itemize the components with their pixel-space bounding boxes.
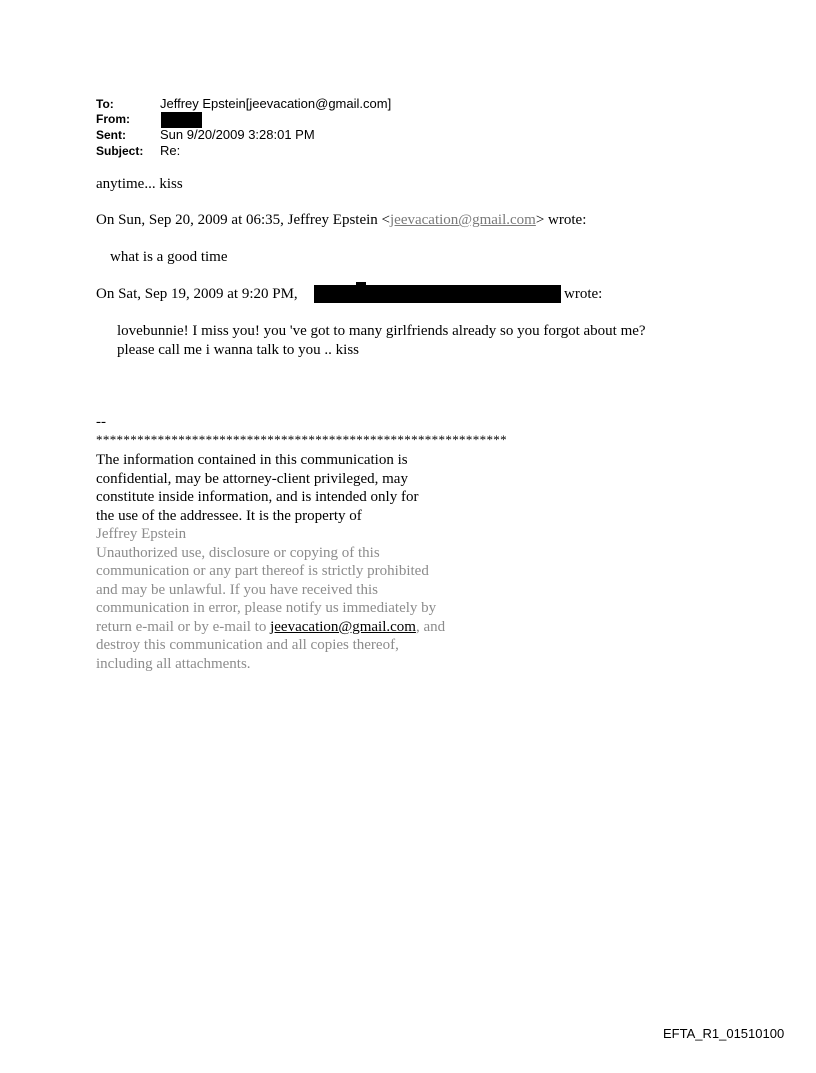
- from-label: From:: [96, 112, 130, 126]
- return-suffix: , and: [415, 618, 446, 635]
- disclaimer-line: constitute inside information, and is intended only for: [96, 489, 419, 505]
- disclaimer-gray-text: [96, 525, 445, 673]
- sender-redaction-mark: [356, 282, 366, 285]
- quote2-line-1: lovebunnie! I miss you! you 've got to many girlfriends already so you forgot about me?: [117, 323, 646, 339]
- disclaimer-line: including all attachments.: [96, 655, 251, 672]
- disclaimer-line: communication or any part thereof is strictly prohibited: [96, 563, 429, 579]
- from-redaction: [161, 112, 202, 128]
- quote1-email-link[interactable]: jeevacation@gmail.com: [390, 212, 536, 228]
- sent-value: Sun 9/20/2009 3:28:01 PM: [160, 127, 315, 142]
- disclaimer-line: destroy this communication and all copies thereof,: [96, 637, 399, 653]
- disclaimer-line: [96, 618, 445, 637]
- disclaimer-line: the use of the addressee. It is the property of: [96, 507, 362, 524]
- disclaimer-dark-text: [96, 451, 418, 525]
- disclaimer-line: confidential, may be attorney-client privileged, may: [96, 470, 408, 487]
- disclaimer-line: communication in error, please notify us immediately by: [96, 600, 437, 616]
- to-value: Jeffrey Epstein[jeevacation@gmail.com]: [160, 96, 392, 111]
- quote1-attribution: [96, 211, 586, 229]
- sent-label: Sent:: [96, 128, 126, 142]
- sender-redaction: [314, 285, 561, 303]
- return-prefix: return e-mail or by e-mail to: [96, 618, 271, 635]
- quote2-line-2: please call me i wanna talk to you .. kiss: [117, 342, 360, 358]
- return-email-link[interactable]: jeevacation@gmail.com: [270, 618, 416, 635]
- quote1-suffix: > wrote:: [535, 212, 587, 228]
- quote1-prefix: On Sun, Sep 20, 2009 at 06:35, Jeffrey Epstein <: [96, 212, 390, 228]
- quote1-text: what is a good time: [110, 249, 228, 265]
- disclaimer-line: Unauthorized use, disclosure or copying of this: [96, 544, 380, 561]
- quote2-prefix: On Sat, Sep 19, 2009 at 9:20 PM,: [96, 286, 298, 302]
- signature-dashes: --: [96, 414, 106, 430]
- to-label: To:: [96, 97, 114, 111]
- disclaimer-line: The information contained in this communication is: [96, 452, 408, 468]
- reply-text: anytime... kiss: [96, 176, 183, 192]
- subject-label: Subject:: [96, 144, 144, 158]
- quote2-suffix: wrote:: [564, 286, 603, 302]
- signature-stars: ************************************************************: [96, 432, 507, 447]
- subject-value: Re:: [160, 143, 181, 158]
- disclaimer-line: and may be unlawful. If you have received this: [96, 581, 378, 598]
- document-id: EFTA_R1_01510100: [663, 1026, 785, 1041]
- disclaimer-line: Jeffrey Epstein: [96, 526, 187, 542]
